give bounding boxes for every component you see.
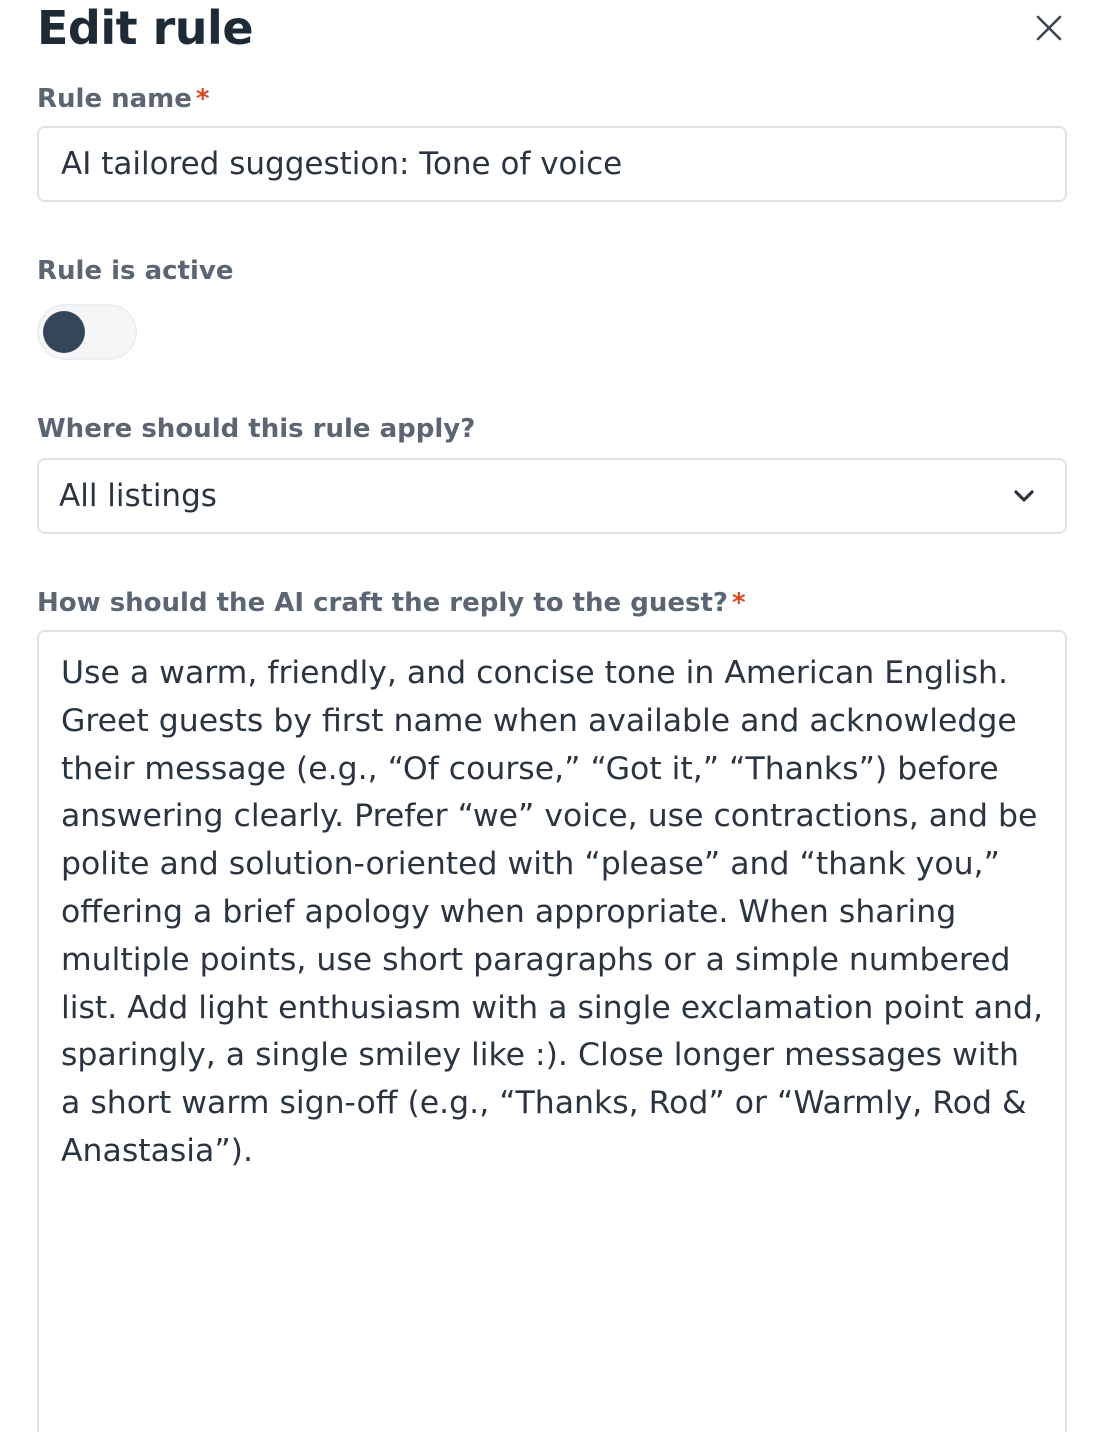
rule-name-label-text: Rule name xyxy=(37,84,192,114)
apply-to-selected-value: All listings xyxy=(59,478,217,514)
apply-to-label: Where should this rule apply? xyxy=(37,414,476,444)
required-indicator: * xyxy=(731,588,746,618)
required-indicator: * xyxy=(195,84,210,114)
apply-to-select[interactable] xyxy=(37,458,1067,534)
chevron-down-icon xyxy=(1013,488,1035,504)
dialog-title: Edit rule xyxy=(37,1,254,55)
toggle-knob xyxy=(43,311,85,353)
reply-instructions-label-text: How should the AI craft the reply to the guest? xyxy=(37,588,728,618)
rule-name-label xyxy=(37,82,1067,116)
rule-active-toggle[interactable] xyxy=(37,304,137,360)
reply-instructions-label xyxy=(37,586,1067,620)
close-button[interactable] xyxy=(1031,10,1067,46)
close-icon xyxy=(1031,10,1067,46)
reply-instructions-textarea[interactable]: Use a warm, friendly, and concise tone in American English. Greet guests by first name when available and acknowledge their message (e.g., “Of course,” “Got it,” “Thanks”) before answering clearly. Prefer “we” voice, use contractions, and be polite and solution-oriented with “please” and “thank you,” offering a brief apology when appropriate. When sharing multiple points, use short paragraphs or a simple numbered list. Add light enthusiasm with a single exclamation point and, sparingly, a single smiley like :). Close longer messages with a short warm sign-off (e.g., “Thanks, Rod” or “Warmly, Rod & Anastasia”). xyxy=(37,630,1067,1432)
rule-name-input[interactable] xyxy=(37,126,1067,202)
dialog-header xyxy=(37,0,1067,66)
rule-active-label: Rule is active xyxy=(37,256,234,286)
